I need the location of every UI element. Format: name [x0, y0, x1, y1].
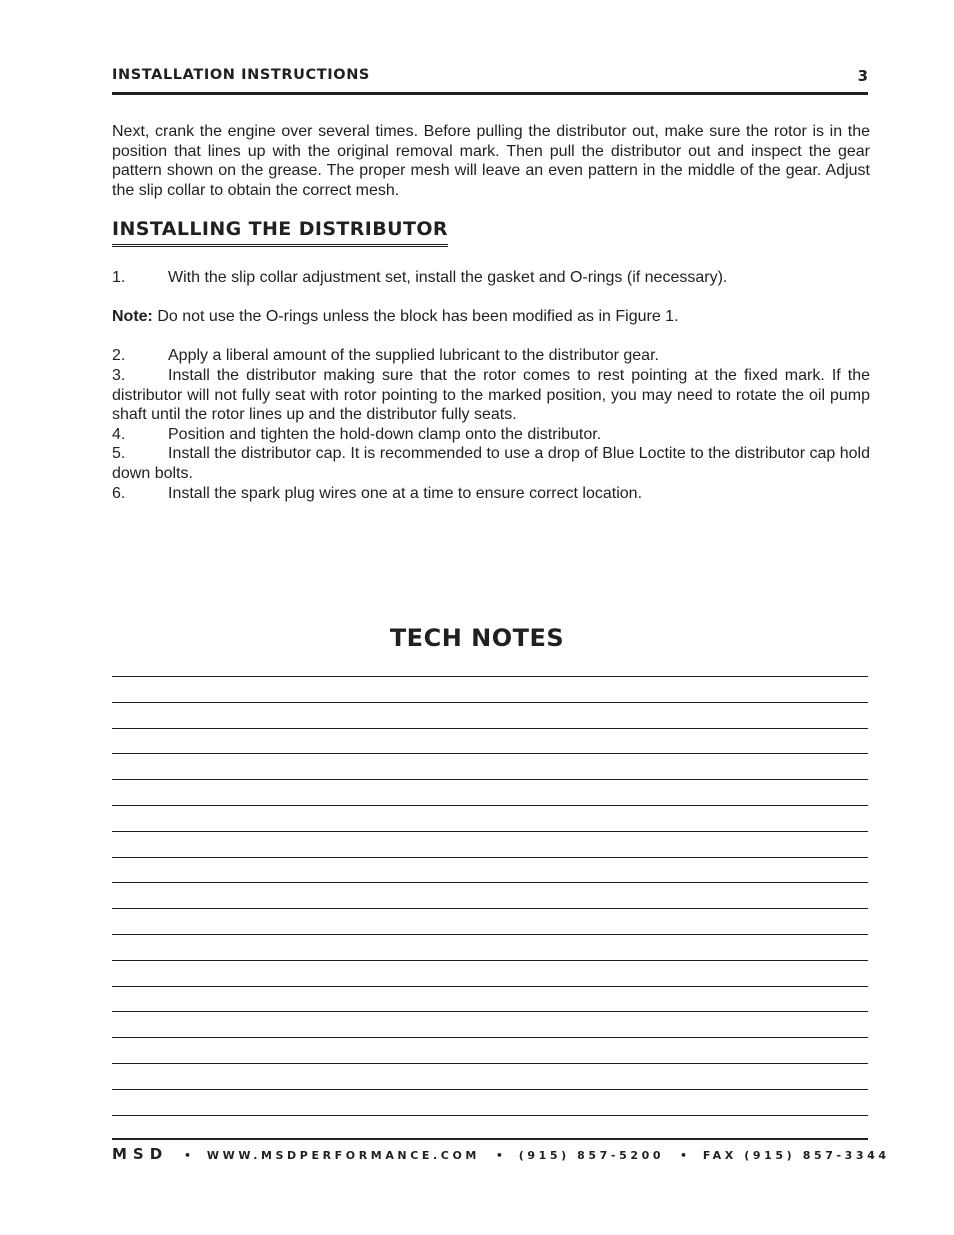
note-line — [112, 805, 868, 806]
footer-phone: (915) 857-5200 — [518, 1149, 665, 1162]
installation-steps — [112, 268, 870, 503]
footer-separator: • — [184, 1149, 192, 1162]
note-text: Do not use the O-rings unless the block has been modified as in Figure 1. — [152, 308, 679, 326]
footer-separator: • — [495, 1149, 503, 1162]
step-text: Install the distributor cap. It is recommended to use a drop of Blue Loctite to the distributor cap hold down bolts. — [112, 445, 870, 482]
note-line — [112, 857, 868, 858]
note-line — [112, 779, 868, 780]
step-text: Install the distributor making sure that the rotor comes to rest pointing at the fixed mark. If the distributor will not fully seat with rotor pointing to the marked position, you may need to rotate the oil pump shaft until the rotor lines up and the distributor fully seats. — [112, 366, 870, 424]
step-number: 6. — [112, 484, 126, 502]
step-item — [112, 484, 870, 504]
page-number: 3 — [857, 67, 868, 85]
note-line — [112, 728, 868, 729]
note-line — [112, 882, 868, 883]
step-number: 4. — [112, 425, 126, 443]
page-footer — [112, 1138, 890, 1168]
step-text: Apply a liberal amount of the supplied lubricant to the distributor gear. — [168, 347, 659, 365]
note-line — [112, 831, 868, 832]
tech-notes-title: TECH NOTES — [389, 624, 565, 652]
note-line — [112, 1089, 868, 1090]
footer-brand: MSD — [112, 1145, 169, 1163]
section-heading: INSTALLING THE DISTRIBUTOR — [112, 216, 448, 247]
note-line — [112, 960, 868, 961]
intro-paragraph: Next, crank the engine over several times. Before pulling the distributor out, make sure the rotor is in the position that lines up with the original removal mark. Then pull the distributor out and inspect the gear pattern shown on the grease. The proper mesh will leave an even pattern in the middle of the gear. Adjust the slip collar to obtain the correct mesh. — [112, 123, 870, 199]
note-line — [112, 908, 868, 909]
step-text: With the slip collar adjustment set, install the gasket and O-rings (if necessary). — [168, 269, 728, 286]
step-number: 1. — [112, 269, 126, 286]
note-line — [112, 1011, 868, 1012]
note-line — [112, 1063, 868, 1064]
footer-website: WWW.MSDPERFORMANCE.COM — [206, 1149, 480, 1162]
footer-fax: FAX (915) 857-3344 — [702, 1149, 890, 1162]
note-line — [112, 753, 868, 754]
note-line — [112, 702, 868, 703]
step-number: 5. — [112, 445, 126, 463]
note-paragraph — [112, 307, 870, 327]
page-header — [112, 64, 868, 95]
footer-separator: • — [679, 1149, 687, 1162]
step-text: Install the spark plug wires one at a time to ensure correct location. — [168, 484, 643, 502]
step-item — [112, 268, 870, 288]
note-line — [112, 934, 868, 935]
note-line — [112, 1115, 868, 1116]
step-number: 2. — [112, 347, 126, 365]
step-item — [112, 366, 870, 425]
step-item — [112, 425, 870, 445]
step-text: Position and tighten the hold-down clamp onto the distributor. — [168, 425, 602, 443]
note-line — [112, 676, 868, 677]
note-line — [112, 986, 868, 987]
note-label: Note: — [112, 308, 153, 326]
step-item — [112, 346, 870, 366]
tech-notes-lines — [112, 676, 868, 1116]
step-item — [112, 444, 870, 483]
step-number: 3. — [112, 366, 126, 384]
header-title: INSTALLATION INSTRUCTIONS — [112, 67, 370, 83]
note-line — [112, 1037, 868, 1038]
